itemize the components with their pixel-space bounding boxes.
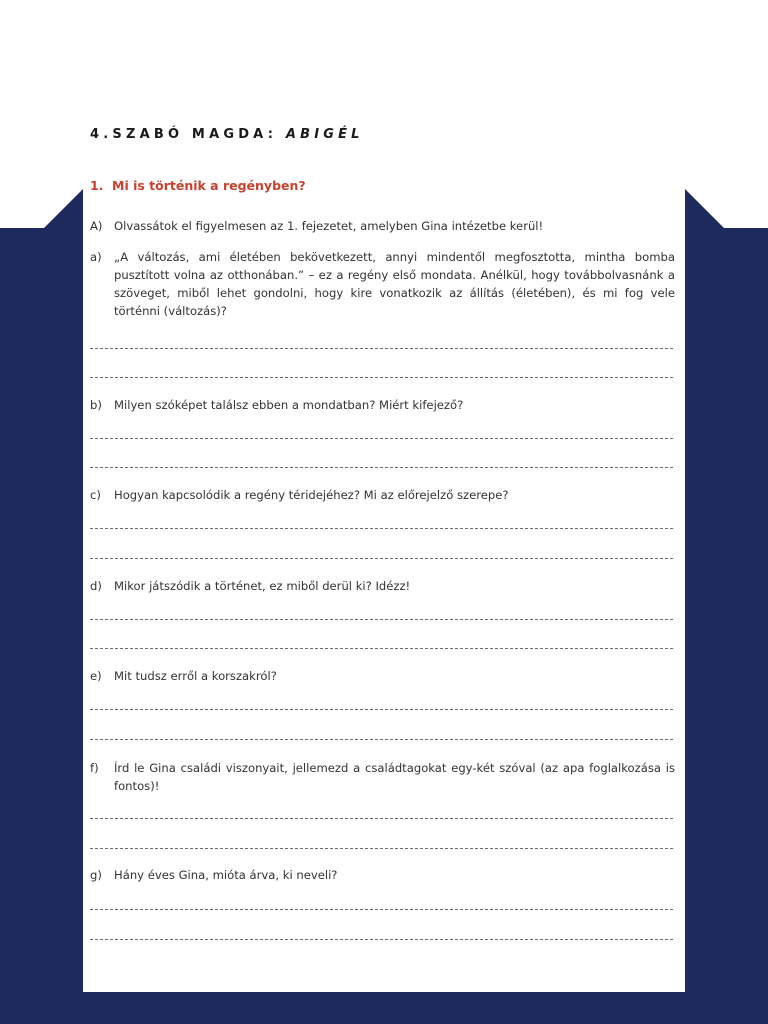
question-b	[90, 396, 675, 414]
answer-line[interactable]	[90, 818, 673, 819]
answer-line[interactable]	[90, 619, 673, 620]
question-label: A)	[90, 219, 103, 233]
answer-line[interactable]	[90, 709, 673, 710]
question-label: f)	[90, 761, 99, 775]
question-text: Milyen szóképet találsz ebben a mondatban? Miért kifejező?	[114, 398, 464, 412]
chapter-number: 4.	[90, 127, 113, 142]
question-label: c)	[90, 488, 101, 502]
question-label: d)	[90, 579, 102, 593]
chapter-title	[90, 127, 364, 142]
question-label: e)	[90, 669, 102, 683]
question-text: Hogyan kapcsolódik a regény téridejéhez? Mi az előrejelző szerepe?	[114, 488, 509, 502]
section-heading	[90, 178, 306, 193]
question-text: Hány éves Gina, mióta árva, ki neveli?	[114, 868, 338, 882]
question-text: Írd le Gina családi viszonyait, jellemezd a családtagokat egy-két szóval (az apa foglalkozása is fontos)!	[114, 761, 675, 793]
question-text: Mikor játszódik a történet, ez miből derül ki? Idézz!	[114, 579, 411, 593]
answer-line[interactable]	[90, 909, 673, 910]
chapter-book-title: ABIGÉL	[285, 127, 364, 142]
question-text: Mit tudsz erről a korszakról?	[114, 669, 277, 683]
question-f	[90, 759, 675, 795]
question-label: b)	[90, 398, 102, 412]
question-c	[90, 486, 675, 504]
question-text: Olvassátok el figyelmesen az 1. fejezetet, amelyben Gina intézetbe kerül!	[114, 219, 544, 233]
question-a	[90, 248, 675, 320]
question-label: a)	[90, 250, 102, 264]
chapter-author: SZABÓ MAGDA:	[112, 127, 278, 142]
question-text: „A változás, ami életében bekövetkezett, annyi mindentől megfosztotta, mintha bomba pusztított volna az otthonában.” – ez a regény első mondata. Anélkül, hogy továbbolvasnánk a szöveget, miből lehet gondolni, hogy kire vonatkozik az állítás (életében), és mi fog vele történni (változás)?	[114, 250, 675, 318]
answer-line[interactable]	[90, 438, 673, 439]
answer-line[interactable]	[90, 467, 673, 468]
section-number: 1.	[90, 178, 104, 193]
answer-line[interactable]	[90, 377, 673, 378]
answer-line[interactable]	[90, 648, 673, 649]
question-A	[90, 217, 675, 235]
answer-line[interactable]	[90, 939, 673, 940]
question-e	[90, 667, 675, 685]
question-label: g)	[90, 868, 102, 882]
answer-line[interactable]	[90, 348, 673, 349]
question-d	[90, 577, 675, 595]
question-g	[90, 866, 675, 884]
answer-line[interactable]	[90, 739, 673, 740]
answer-line[interactable]	[90, 528, 673, 529]
section-title: Mi is történik a regényben?	[112, 178, 306, 193]
answer-line[interactable]	[90, 848, 673, 849]
answer-line[interactable]	[90, 558, 673, 559]
